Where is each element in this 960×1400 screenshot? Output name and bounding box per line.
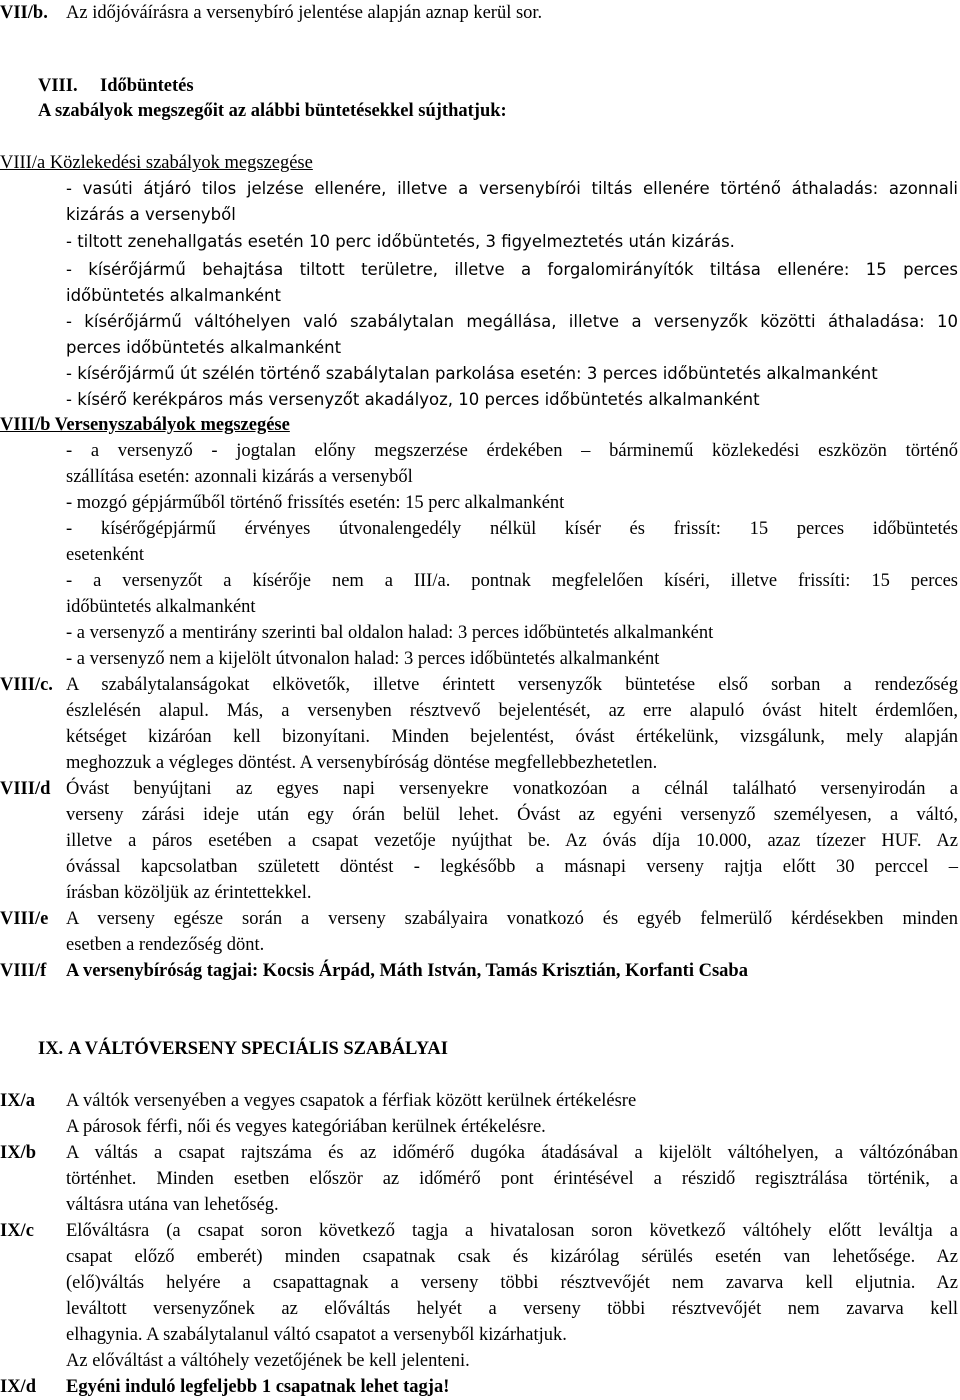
- paragraph-line: esetben a rendezőség dönt.: [66, 935, 265, 955]
- rule-line: - kísérőjármű út szélén történő szabálytalan parkolása esetén: 3 perces időbüntetés alkalmanként: [66, 364, 878, 383]
- subsection-heading-8b: VIII/b Versenyszabályok megszegése: [0, 415, 290, 435]
- section-intro-8: A szabályok megszegőit az alábbi büntetésekkel sújthatjuk:: [38, 101, 507, 121]
- rule-line: - a versenyzőt a kísérője nem a III/a. pontnak megfelelően kíséri, illetve frissíti: 15 perces: [66, 571, 958, 591]
- rule-line: - a versenyző nem a kijelölt útvonalon halad: 3 perces időbüntetés alkalmanként: [66, 649, 660, 669]
- paragraph-line: észlelésén alapul. Más, a versenyben résztvevő bejelentését, az erre alapuló óvást hitelt érdemlően,: [66, 701, 958, 721]
- paragraph-line: illetve a páros esetében a csapat vezetője nyújthat be. Az óvás díja 10.000, azaz tízezer HUF. Az: [66, 831, 958, 851]
- paragraph-line: csapat előző emberét) minden csapatnak csak és kizárólag sérülés esetén van lehetősége. Az: [66, 1247, 958, 1267]
- rule-line: - kísérőgépjármű érvényes útvonalengedély nélkül kísér és frissít: 15 perces időbüntetés: [66, 519, 958, 539]
- section-label-8c: VIII/c.: [0, 675, 53, 695]
- paragraph-line: váltásra utána van lehetőség.: [66, 1195, 279, 1215]
- paragraph-line: Előváltásra (a csapat soron következő tagja a hivatalosan soron következő váltóhely előtt leváltja a: [66, 1221, 958, 1241]
- rule-line: - tiltott zenehallgatás esetén 10 perc időbüntetés, 3 figyelmeztetés után kizárás.: [66, 232, 735, 251]
- rule-line: szállítása esetén: azonnali kizárás a versenyből: [66, 467, 413, 487]
- section-label-9c: IX/c: [0, 1221, 34, 1241]
- paragraph-line: elhagynia. A szabálytalanul váltó csapatot a versenyből kizárhatjuk.: [66, 1325, 567, 1345]
- section-label-9d: IX/d: [0, 1377, 36, 1397]
- paragraph-line: A váltás a csapat rajtszáma és az időmérő dugóka átadásával a kijelölt váltóhelyen, a váltózónában: [66, 1143, 958, 1163]
- rule-line: - a versenyző - jogtalan előny megszerzése érdekében – bárminemű közlekedési eszközön történő: [66, 441, 958, 461]
- paragraph-line: történhet. Minden esetben először az időmérő pont érintésével a részidő regisztrálása történik, a: [66, 1169, 958, 1189]
- section-label-8e: VIII/e: [0, 909, 49, 929]
- section-label-8d: VIII/d: [0, 779, 51, 799]
- section-title-9: A VÁLTÓVERSENY SPECIÁLIS SZABÁLYAI: [68, 1039, 448, 1059]
- subsection-heading-8a: VIII/a Közlekedési szabályok megszegése: [0, 153, 313, 173]
- rule-line: időbüntetés alkalmanként: [66, 597, 256, 617]
- paragraph-line: óvással kapcsolatban született döntést - legkésőbb a másnapi verseny rajtja előtt 30 perccel –: [66, 857, 958, 877]
- paragraph-line: A szabálytalanságokat elkövetők, illetve érintett versenyzők büntetése első sorban a rendezőség: [66, 675, 958, 695]
- paragraph-line: meghozzuk a végleges döntést. A versenybíróság döntése megfellebbezhetetlen.: [66, 753, 658, 773]
- rule-line: - vasúti átjáró tilos jelzése ellenére, illetve a versenybírói tiltás ellenére történő áthaladás: azonnali: [66, 179, 958, 198]
- rule-line: esetenként: [66, 545, 145, 565]
- referee-members: A versenybíróság tagjai: Kocsis Árpád, Máth István, Tamás Krisztián, Korfanti Csaba: [66, 961, 748, 981]
- rule-line: időbüntetés alkalmanként: [66, 286, 281, 305]
- paragraph-line: A váltók versenyében a vegyes csapatok a férfiak között kerülnek értékelésre: [66, 1091, 637, 1111]
- paragraph-line: Óvást benyújtani az egyes napi versenyekre vonatkozóan a célnál található versenyirodán a: [66, 779, 958, 799]
- section-label-8f: VIII/f: [0, 961, 47, 981]
- paragraph-line: A verseny egésze során a verseny szabályaira vonatkozó és egyéb felmerülő kérdésekben minden: [66, 909, 958, 929]
- paragraph-line: Az előváltást a váltóhely vezetőjének be kell jelenteni.: [66, 1351, 470, 1371]
- paragraph-line: verseny zárási ideje után egy órán belül lehet. Óvást az egyéni versenyző személyesen, a váltó,: [66, 805, 958, 825]
- section-label-9a: IX/a: [0, 1091, 35, 1111]
- section-title-8: Időbüntetés: [100, 76, 194, 96]
- section-number-9: IX.: [38, 1039, 64, 1059]
- section-label-7b: VII/b.: [0, 3, 48, 23]
- rule-line: perces időbüntetés alkalmanként: [66, 338, 342, 357]
- section-label-9b: IX/b: [0, 1143, 36, 1163]
- rule-line: - a versenyző a mentirány szerinti bal oldalon halad: 3 perces időbüntetés alkalmanként: [66, 623, 714, 643]
- rule-line: - kísérőjármű váltóhelyen való szabálytalan megállása, illetve a versenyzők közötti áthaladása: 10: [66, 312, 958, 331]
- section-number-8: VIII.: [38, 76, 78, 96]
- team-membership-rule: Egyéni induló legfeljebb 1 csapatnak lehet tagja!: [66, 1377, 450, 1397]
- paragraph-line: A párosok férfi, női és vegyes kategóriában kerülnek értékelésre.: [66, 1117, 546, 1137]
- paragraph-line: (elő)váltás helyére a csapattagnak a verseny többi résztvevőjét nem zavarva kell eljutnia. Az: [66, 1273, 958, 1293]
- rule-line: - kísérő kerékpáros más versenyzőt akadályoz, 10 perces időbüntetés alkalmanként: [66, 390, 760, 409]
- rule-line: - mozgó gépjárműből történő frissítés esetén: 15 perc alkalmanként: [66, 493, 565, 513]
- rule-line: kizárás a versenyből: [66, 205, 236, 224]
- section-text-7b: Az időjóváírásra a versenybíró jelentése alapján aznap kerül sor.: [66, 3, 543, 23]
- paragraph-line: kétséget kizáróan kell bizonyítani. Minden bejelentést, óvást értékelünk, vizsgálunk, mely alapján: [66, 727, 958, 747]
- paragraph-line: írásban közöljük az érintettekkel.: [66, 883, 312, 903]
- rule-line: - kísérőjármű behajtása tiltott területre, illetve a forgalomirányítók tiltása ellenére: 15 perces: [66, 260, 958, 279]
- paragraph-line: leváltott versenyzőnek az előváltás helyét a verseny többi résztvevőjét nem zavarva kell: [66, 1299, 958, 1319]
